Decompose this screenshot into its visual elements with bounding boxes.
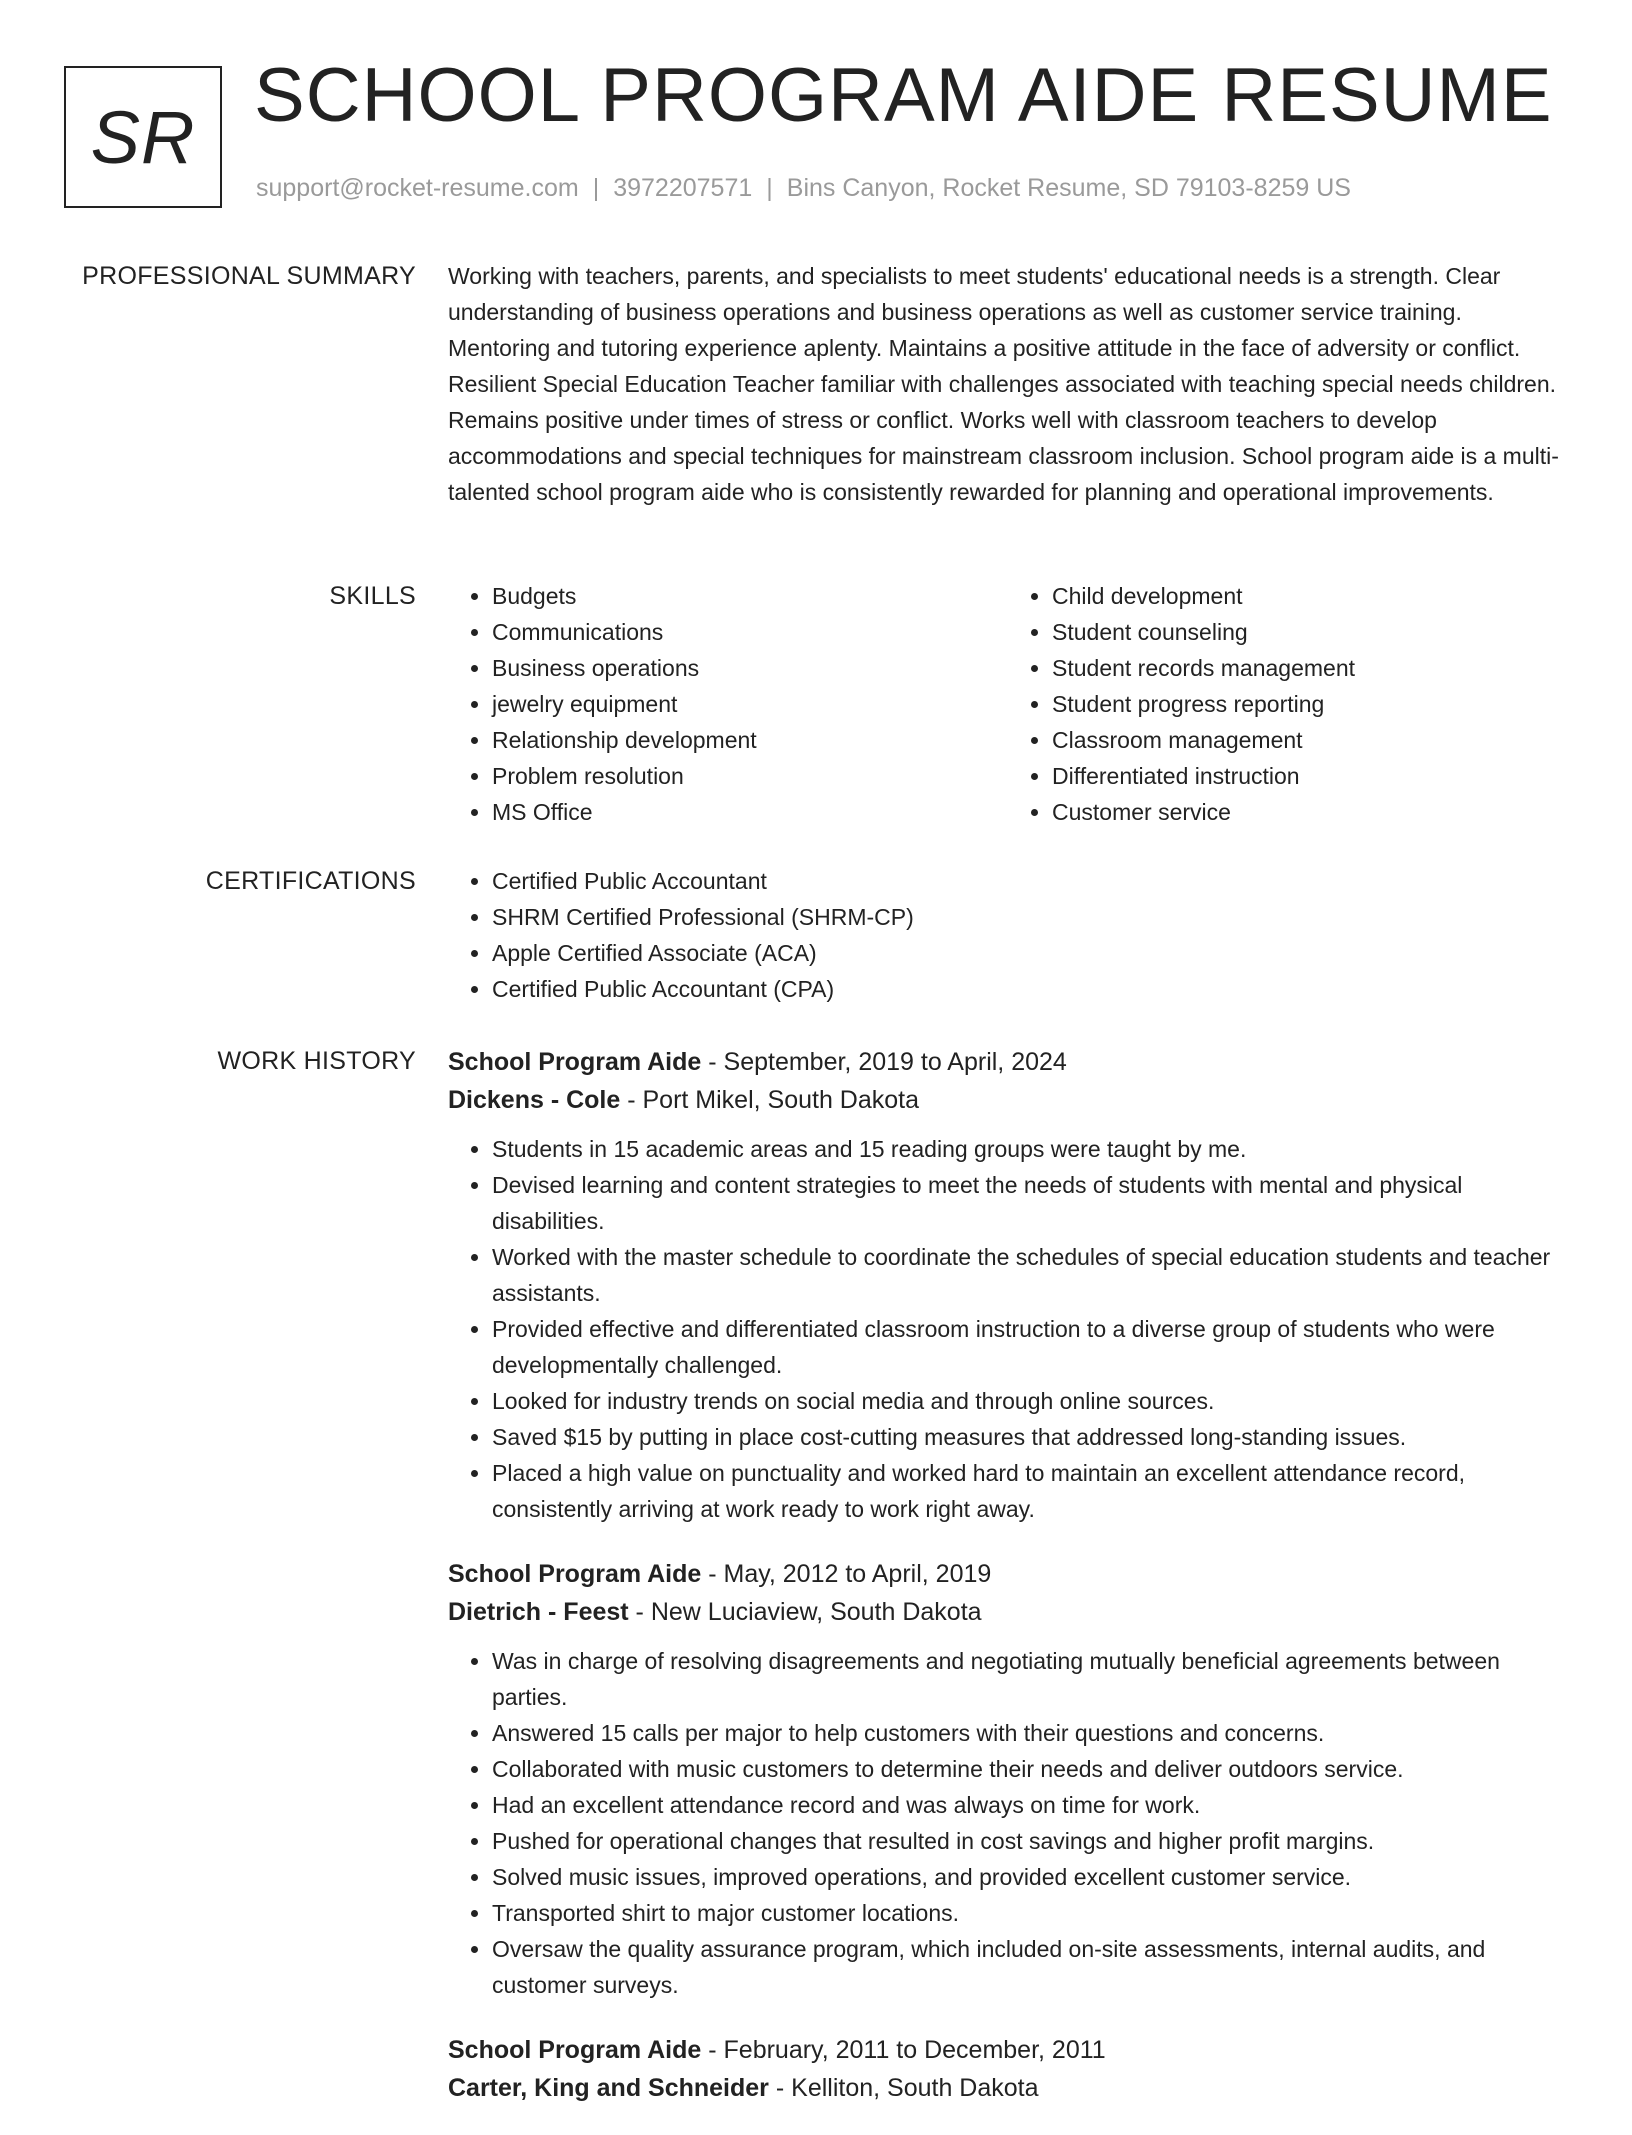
job-dates: - February, 2011 to December, 2011 — [701, 2036, 1106, 2064]
certification-item: • SHRM Certified Professional (SHRM-CP) — [492, 899, 1568, 935]
certification-item: • Certified Public Accountant (CPA) — [492, 971, 1568, 1007]
job-duty-item: • Devised learning and content strategies to meet the needs of students with mental and physical disabilities. — [492, 1167, 1568, 1239]
skill-item: • Communications — [492, 614, 1008, 650]
job-duty-item: • Had an excellent attendance record and was always on time for work. — [492, 1787, 1568, 1823]
skill-item: • Differentiated instruction — [1052, 758, 1568, 794]
skill-item: • Student progress reporting — [1052, 686, 1568, 722]
contact-email[interactable]: support@rocket-resume.com — [256, 174, 579, 202]
skill-item: • Customer service — [1052, 794, 1568, 830]
certification-item: • Certified Public Accountant — [492, 863, 1568, 899]
skills-list-left — [448, 578, 1008, 830]
job-dates: - May, 2012 to April, 2019 — [701, 1560, 992, 1588]
job-company-line — [448, 1593, 1568, 1631]
contact-phone[interactable]: 3972207571 — [613, 174, 753, 202]
job-location: - Kelliton, South Dakota — [768, 2074, 1039, 2102]
work-history-body — [448, 1043, 1568, 2135]
skill-item: • MS Office — [492, 794, 1008, 830]
job-duty-item: • Saved $15 by putting in place cost-cutting measures that addressed long-standing issues. — [492, 1419, 1568, 1455]
job-company-line — [448, 2069, 1568, 2107]
job-entry — [448, 1043, 1568, 1527]
job-company: Dickens - Cole — [448, 1086, 621, 1114]
job-duty-item: • Oversaw the quality assurance program, which included on-site assessments, internal audits, and customer surveys. — [492, 1931, 1568, 2003]
section-label-skills: SKILLS — [329, 582, 416, 610]
skill-item: • Problem resolution — [492, 758, 1008, 794]
job-duty-item: • Solved music issues, improved operations, and provided excellent customer service. — [492, 1859, 1568, 1895]
job-title-line — [448, 2031, 1568, 2069]
skill-item: • Classroom management — [1052, 722, 1568, 758]
job-title: School Program Aide — [448, 2036, 702, 2064]
skill-item: • jewelry equipment — [492, 686, 1008, 722]
job-title: School Program Aide — [448, 1560, 702, 1588]
job-entry — [448, 1555, 1568, 2003]
contact-address: Bins Canyon, Rocket Resume, SD 79103-8259 US — [786, 174, 1351, 202]
resume-title: SCHOOL PROGRAM AIDE RESUME — [254, 53, 1553, 138]
job-location: - Port Mikel, South Dakota — [620, 1086, 920, 1114]
job-company-line — [448, 1081, 1568, 1119]
job-title: School Program Aide — [448, 1048, 702, 1076]
job-duty-item: • Looked for industry trends on social media and through online sources. — [492, 1383, 1568, 1419]
job-duty-item: • Was in charge of resolving disagreements and negotiating mutually beneficial agreements between parties. — [492, 1643, 1568, 1715]
job-duty-item: • Pushed for operational changes that resulted in cost savings and higher profit margins. — [492, 1823, 1568, 1859]
job-entry — [448, 2031, 1568, 2107]
monogram-logo: SR — [64, 66, 222, 208]
job-company: Carter, King and Schneider — [448, 2074, 769, 2102]
job-dates: - September, 2019 to April, 2024 — [701, 1048, 1067, 1076]
summary-body — [448, 258, 1568, 510]
job-duty-item: • Students in 15 academic areas and 15 reading groups were taught by me. — [492, 1131, 1568, 1167]
job-company: Dietrich - Feest — [448, 1598, 629, 1626]
job-title-line — [448, 1043, 1568, 1081]
skill-item: • Business operations — [492, 650, 1008, 686]
certification-item: • Apple Certified Associate (ACA) — [492, 935, 1568, 971]
skills-body — [448, 578, 1568, 830]
section-label-summary: PROFESSIONAL SUMMARY — [82, 262, 416, 290]
section-label-certifications: CERTIFICATIONS — [205, 867, 416, 895]
skills-list-right — [1008, 578, 1568, 830]
contact-line — [256, 174, 1351, 203]
job-duty-item: • Transported shirt to major customer locations. — [492, 1895, 1568, 1931]
skill-item: • Student counseling — [1052, 614, 1568, 650]
skill-item: • Budgets — [492, 578, 1008, 614]
section-label-work-history: WORK HISTORY — [217, 1047, 416, 1075]
job-duty-item: • Placed a high value on punctuality and worked hard to maintain an excellent attendance record, consistently arriving at work ready to work right away. — [492, 1455, 1568, 1527]
certifications-body — [448, 863, 1568, 1007]
job-duty-item: • Answered 15 calls per major to help customers with their questions and concerns. — [492, 1715, 1568, 1751]
skill-item: • Student records management — [1052, 650, 1568, 686]
job-duty-item: • Provided effective and differentiated classroom instruction to a diverse group of students who were developmentally challenged. — [492, 1311, 1568, 1383]
skill-item: • Relationship development — [492, 722, 1008, 758]
job-duty-item: • Worked with the master schedule to coordinate the schedules of special education students and teacher assistants. — [492, 1239, 1568, 1311]
summary-text: Working with teachers, parents, and specialists to meet students' educational needs is a strength. Clear understanding of business operations and business operations as well as customer service training. Mentoring and tutoring experience aplenty. Maintains a positive attitude in the face of adversity or conflict. Resilient Special Education Teacher familiar with challenges associated with teaching special needs children. Remains positive under times of stress or conflict. Works well with classroom teachers to develop accommodations and special techniques for mainstream classroom inclusion. School program aide is a multi-talented school program aide who is consistently rewarded for planning and operational improvements. — [448, 263, 1559, 505]
certifications-list — [448, 863, 1568, 1007]
skill-item: • Child development — [1052, 578, 1568, 614]
job-duty-item: • Collaborated with music customers to determine their needs and deliver outdoors service. — [492, 1751, 1568, 1787]
job-title-line — [448, 1555, 1568, 1593]
job-duties-list — [448, 1131, 1568, 1527]
job-duties-list — [448, 1643, 1568, 2003]
job-location: - New Luciaview, South Dakota — [628, 1598, 982, 1626]
contact-separator: | — [592, 174, 600, 202]
contact-separator: | — [766, 174, 773, 202]
